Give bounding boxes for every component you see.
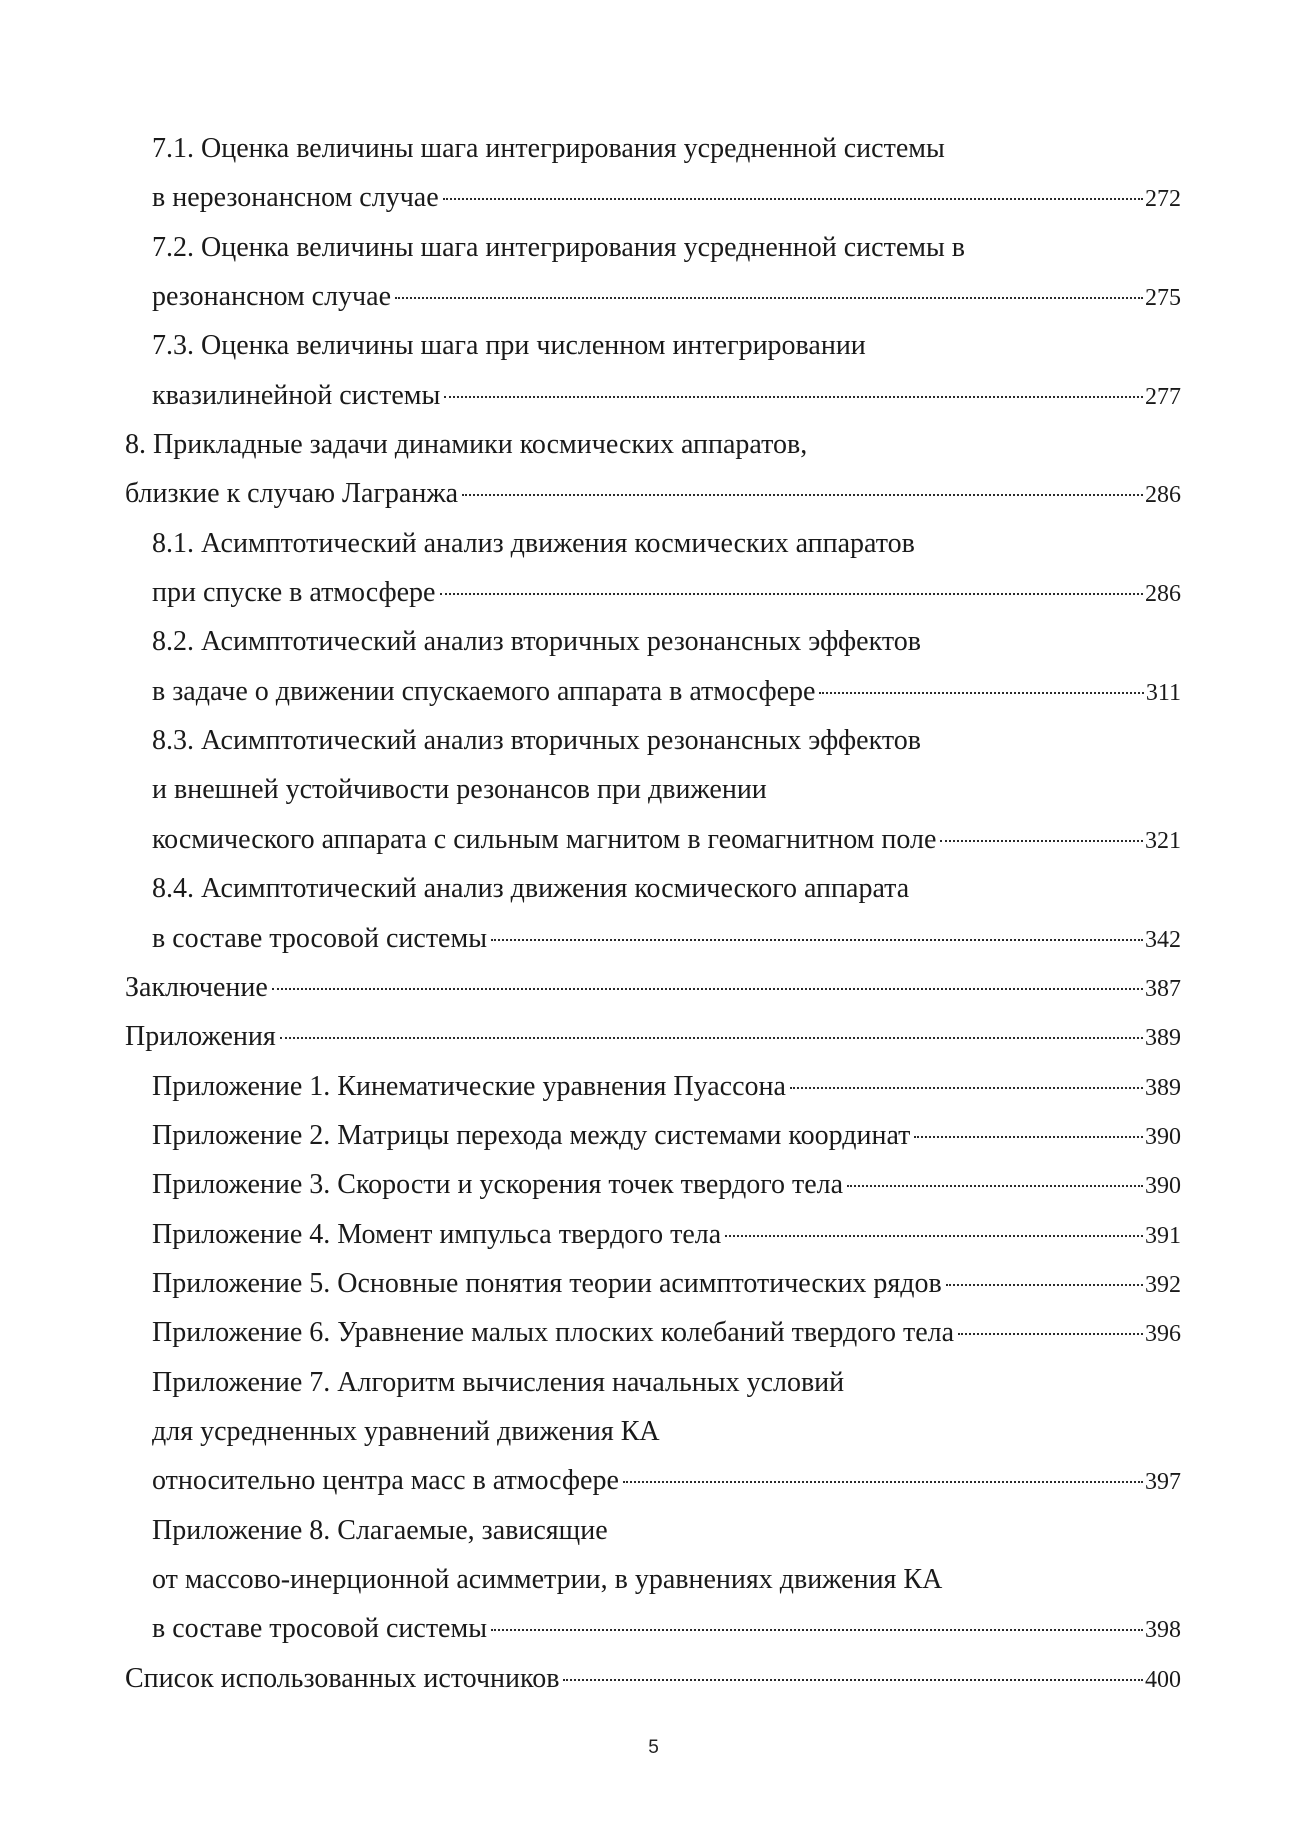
toc-entry-page: 342 <box>1145 926 1181 953</box>
toc-entry-page: 400 <box>1145 1666 1181 1693</box>
toc-entry <box>125 914 1181 963</box>
toc-entry <box>125 1604 1181 1653</box>
toc-entry <box>125 1062 1181 1111</box>
toc-entry-title: в задаче о движении спускаемого аппарата в атмосфере <box>152 675 816 707</box>
toc-entry-title: Приложения <box>125 1021 276 1053</box>
toc-entry <box>125 1160 1181 1209</box>
toc-entry-title: Список использованных источников <box>125 1662 560 1694</box>
toc-entry-page: 390 <box>1145 1173 1181 1200</box>
toc-entry-title: 7.1. Оценка величины шага интегрирования усредненной системы <box>152 133 945 164</box>
toc-entry <box>125 1210 1181 1259</box>
toc-entry-page: 397 <box>1145 1469 1181 1496</box>
toc-entry-title: 8.4. Асимптотический анализ движения космического аппарата <box>152 873 910 905</box>
toc-entry-title: квазилинейной системы <box>152 379 441 411</box>
toc-entry <box>125 469 1181 518</box>
toc-entry-title: от массово-инерционной асимметрии, в уравнениях движения КА <box>152 1563 943 1595</box>
toc-entry <box>125 568 1181 617</box>
toc-entry-page: 277 <box>1145 383 1181 410</box>
toc-entry-title: близкие к случаю Лагранжа <box>125 478 459 510</box>
toc-entry <box>125 124 1181 173</box>
toc-entry-title: 8.1. Асимптотический анализ движения космических аппаратов <box>152 527 915 559</box>
toc-entry <box>125 1654 1181 1703</box>
toc-entry-title: Приложение 7. Алгоритм вычисления начальных условий <box>152 1366 845 1398</box>
toc-entry-page: 391 <box>1145 1222 1181 1249</box>
dot-leader <box>395 297 1143 299</box>
toc-entry-title: в составе тросовой системы <box>152 922 488 954</box>
toc-entry-page: 396 <box>1145 1321 1181 1348</box>
dot-leader <box>819 692 1143 694</box>
toc-entry-title: при спуске в атмосфере <box>152 577 436 609</box>
toc-entry <box>125 864 1181 913</box>
toc-entry <box>125 1012 1181 1061</box>
dot-leader <box>462 494 1143 496</box>
dot-leader <box>940 840 1143 842</box>
toc-entry <box>125 1407 1181 1456</box>
toc-entry-title: резонансном случае <box>152 281 391 313</box>
toc-entry <box>125 272 1181 321</box>
toc-entry <box>125 617 1181 666</box>
dot-leader <box>914 1136 1143 1138</box>
toc-entry-title: Приложение 1. Кинематические уравнения Пуассона <box>152 1070 786 1102</box>
toc-entry-title: относительно центра масс в атмосфере <box>152 1465 619 1497</box>
dot-leader <box>444 396 1143 398</box>
toc-entry-title: и внешней устойчивости резонансов при движении <box>152 774 767 806</box>
toc-entry <box>125 371 1181 420</box>
toc-entry-title: Приложение 6. Уравнение малых плоских колебаний твердого тела <box>152 1317 955 1349</box>
toc-entry-page: 286 <box>1145 581 1181 608</box>
toc-entry-page: 390 <box>1145 1123 1181 1150</box>
toc-entry-page: 387 <box>1145 975 1181 1002</box>
dot-leader <box>847 1185 1143 1187</box>
dot-leader <box>725 1235 1143 1237</box>
toc-entry-title: 8.3. Асимптотический анализ вторичных резонансных эффектов <box>152 725 921 757</box>
dot-leader <box>491 1629 1143 1631</box>
toc-entry-title: в нерезонансном случае <box>152 182 439 214</box>
dot-leader <box>563 1679 1143 1681</box>
toc-entry <box>125 815 1181 864</box>
toc-entry <box>125 1358 1181 1407</box>
toc-entry-title: Приложение 3. Скорости и ускорения точек твердого тела <box>152 1169 844 1201</box>
page-number: 5 <box>648 1737 659 1758</box>
table-of-contents <box>125 124 1181 1703</box>
toc-entry <box>125 173 1181 222</box>
toc-entry-title: космического аппарата с сильным магнитом в геомагнитном поле <box>152 823 937 855</box>
toc-entry <box>125 223 1181 272</box>
toc-entry-page: 389 <box>1145 1025 1181 1052</box>
toc-entry-title: Заключение <box>125 971 268 1003</box>
toc-entry <box>125 1308 1181 1357</box>
toc-entry <box>125 519 1181 568</box>
dot-leader <box>272 988 1143 990</box>
dot-leader <box>946 1284 1143 1286</box>
toc-entry <box>125 667 1181 716</box>
dot-leader <box>623 1481 1143 1483</box>
toc-entry <box>125 1111 1181 1160</box>
dot-leader <box>443 198 1143 200</box>
toc-entry <box>125 1456 1181 1505</box>
dot-leader <box>280 1037 1143 1039</box>
toc-entry <box>125 1506 1181 1555</box>
toc-entry-title: 7.3. Оценка величины шага при численном интегрировании <box>152 330 866 362</box>
dot-leader <box>790 1087 1143 1089</box>
toc-entry <box>125 963 1181 1012</box>
toc-entry-page: 389 <box>1145 1074 1181 1101</box>
toc-entry-title: Приложение 5. Основные понятия теории асимптотических рядов <box>152 1267 942 1299</box>
toc-entry-page: 286 <box>1145 482 1181 509</box>
toc-entry-page: 272 <box>1145 186 1181 213</box>
toc-entry <box>125 765 1181 814</box>
toc-entry-title: 7.2. Оценка величины шага интегрирования усредненной системы в <box>152 231 966 263</box>
dot-leader <box>491 939 1143 941</box>
toc-entry-page: 321 <box>1145 827 1181 854</box>
toc-entry-title: Приложение 8. Слагаемые, зависящие <box>152 1514 608 1546</box>
toc-entry-page: 275 <box>1145 285 1181 312</box>
toc-entry-title: 8.2. Асимптотический анализ вторичных резонансных эффектов <box>152 626 921 658</box>
toc-entry <box>125 321 1181 370</box>
toc-entry-title: для усредненных уравнений движения КА <box>152 1415 660 1447</box>
dot-leader <box>440 593 1144 595</box>
toc-entry-page: 311 <box>1145 679 1181 706</box>
toc-entry-page: 398 <box>1145 1617 1181 1644</box>
toc-entry <box>125 716 1181 765</box>
toc-entry-title: Приложение 4. Момент импульса твердого тела <box>152 1218 722 1250</box>
toc-entry <box>125 1259 1181 1308</box>
toc-entry <box>125 420 1181 469</box>
toc-entry-page: 392 <box>1145 1271 1181 1298</box>
dot-leader <box>958 1333 1143 1335</box>
toc-entry-title: 8. Прикладные задачи динамики космических аппаратов, <box>125 429 808 461</box>
toc-entry <box>125 1555 1181 1604</box>
toc-entry-title: в составе тросовой системы <box>152 1613 488 1645</box>
toc-entry-title: Приложение 2. Матрицы перехода между системами координат <box>152 1119 911 1151</box>
